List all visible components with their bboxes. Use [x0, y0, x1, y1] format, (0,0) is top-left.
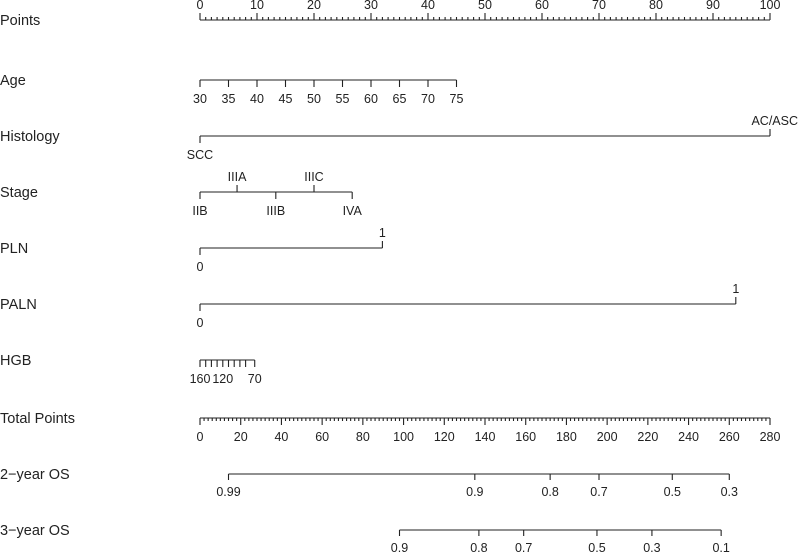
row-label-hgb: HGB — [0, 353, 32, 369]
tick-label-age: 45 — [278, 92, 293, 106]
row-label-stage: Stage — [0, 185, 38, 201]
tick-label-age: 35 — [221, 92, 236, 106]
row-label-total-points: Total Points — [0, 411, 75, 427]
tick-label-total-points: 220 — [637, 430, 659, 444]
tick-label-age: 65 — [392, 92, 407, 106]
tick-label-2-year-os: 0.3 — [720, 485, 738, 499]
row-label-paln: PALN — [0, 297, 37, 313]
tick-label-points: 80 — [649, 0, 663, 12]
tick-label-2-year-os: 0.7 — [590, 485, 608, 499]
tick-label-total-points: 180 — [555, 430, 577, 444]
row-label-3-year-os: 3−year OS — [0, 523, 70, 539]
tick-label-age: 75 — [449, 92, 464, 106]
row-label-2-year-os: 2−year OS — [0, 467, 70, 483]
tick-label-paln: 0 — [196, 316, 204, 330]
tick-label-points: 30 — [364, 0, 378, 12]
tick-label-3-year-os: 0.5 — [588, 541, 606, 554]
tick-label-stage: IIIA — [227, 170, 247, 184]
row-label-age: Age — [0, 73, 26, 89]
tick-label-hgb: 160 — [189, 372, 211, 386]
tick-label-histology: SCC — [186, 148, 214, 162]
tick-label-points: 20 — [307, 0, 321, 12]
tick-label-3-year-os: 0.9 — [390, 541, 409, 554]
tick-label-hgb: 120 — [212, 372, 234, 386]
tick-label-2-year-os: 0.8 — [541, 485, 559, 499]
tick-label-2-year-os: 0.9 — [466, 485, 484, 499]
tick-label-3-year-os: 0.7 — [514, 541, 533, 554]
tick-label-points: 40 — [421, 0, 435, 12]
tick-label-age: 40 — [250, 92, 264, 106]
tick-label-2-year-os: 0.5 — [663, 485, 681, 499]
tick-label-total-points: 280 — [759, 430, 781, 444]
tick-label-total-points: 200 — [596, 430, 618, 444]
tick-label-points: 60 — [535, 0, 549, 12]
tick-label-histology: AC/ASC — [751, 114, 798, 128]
tick-label-pln: 0 — [196, 260, 204, 274]
tick-label-age: 30 — [193, 92, 207, 106]
tick-label-total-points: 40 — [274, 430, 289, 444]
tick-label-total-points: 160 — [515, 430, 537, 444]
tick-label-3-year-os: 0.3 — [643, 541, 661, 554]
tick-label-total-points: 100 — [393, 430, 415, 444]
tick-label-3-year-os: 0.8 — [470, 541, 488, 554]
tick-label-age: 70 — [421, 92, 435, 106]
tick-label-total-points: 80 — [355, 430, 370, 444]
tick-label-points: 10 — [250, 0, 264, 12]
tick-label-total-points: 140 — [474, 430, 496, 444]
tick-label-total-points: 60 — [315, 430, 330, 444]
tick-label-stage: IIB — [192, 204, 208, 218]
tick-label-2-year-os: 0.99 — [216, 485, 241, 499]
tick-label-hgb: 70 — [247, 372, 262, 386]
tick-label-points: 90 — [706, 0, 720, 12]
tick-label-paln: 1 — [732, 282, 740, 296]
tick-label-total-points: 0 — [196, 430, 204, 444]
row-label-histology: Histology — [0, 129, 60, 145]
tick-label-total-points: 20 — [233, 430, 248, 444]
tick-label-stage: IVA — [342, 204, 362, 218]
tick-label-stage: IIIB — [266, 204, 286, 218]
row-label-pln: PLN — [0, 241, 29, 257]
tick-label-total-points: 240 — [678, 430, 700, 444]
tick-label-points: 0 — [196, 0, 204, 12]
row-label-points: Points — [0, 13, 41, 29]
tick-label-pln: 1 — [378, 226, 386, 240]
tick-label-3-year-os: 0.1 — [712, 541, 730, 554]
tick-label-points: 70 — [592, 0, 606, 12]
tick-label-age: 50 — [307, 92, 321, 106]
tick-label-stage: IIIC — [304, 170, 324, 184]
tick-label-total-points: 260 — [718, 430, 740, 444]
tick-label-total-points: 120 — [433, 430, 455, 444]
tick-label-age: 55 — [335, 92, 350, 106]
tick-label-points: 50 — [478, 0, 492, 12]
tick-label-age: 60 — [364, 92, 378, 106]
tick-label-points: 100 — [759, 0, 781, 12]
